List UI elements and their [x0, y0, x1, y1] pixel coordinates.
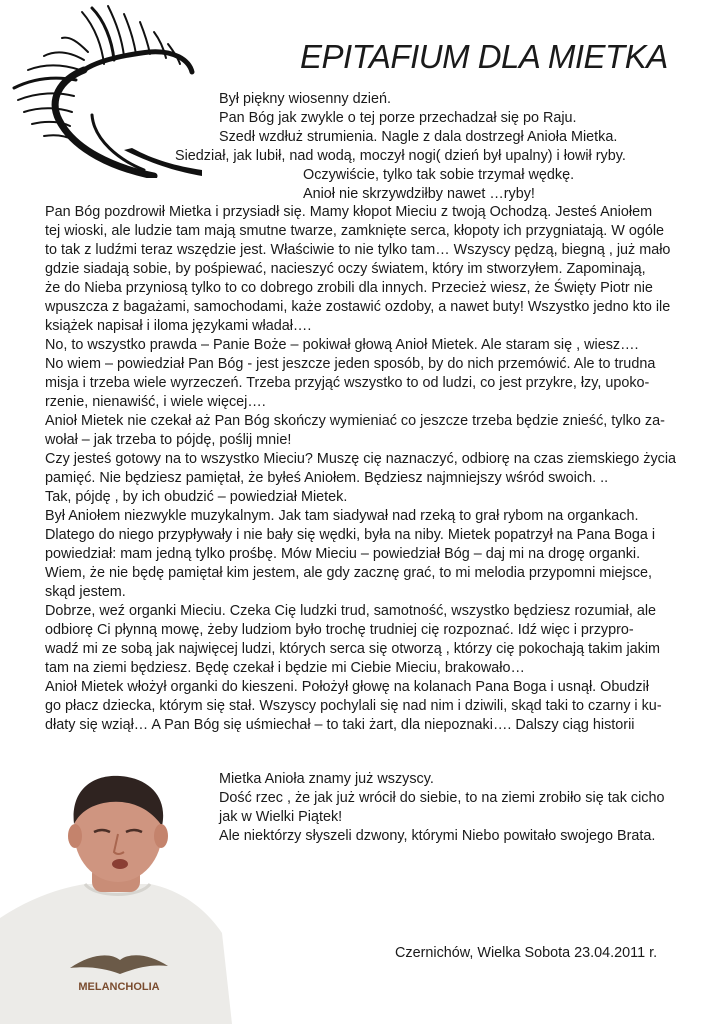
signature-line: Czernichów, Wielka Sobota 23.04.2011 r.: [395, 945, 658, 961]
text-line: dłaty się wziął… A Pan Bóg się uśmiechał – to taki żart, dla niepoznaki…. Dalszy ciąg historii: [45, 717, 635, 733]
text-line: Pan Bóg jak zwykle o tej porze przechadzał się po Raju.: [219, 110, 577, 126]
text-line: wołał – jak trzeba to pójdę, poślij mnie!: [45, 432, 292, 448]
angel-wing-icon: [4, 0, 204, 178]
text-line: Anioł Mietek nie czekał aż Pan Bóg skończy wymieniać co jeszcze trzeba będzie znieść, tylko za-: [45, 413, 665, 429]
text-line: gdzie siadają sobie, by pośpiewać, nacieszyć oczy światem, który im stworzyłem. Zapominają,: [45, 261, 646, 277]
text-line: książek napisał i iloma językami władał….: [45, 318, 312, 334]
text-line: Pan Bóg pozdrowił Mietka i przysiadł się. Mamy kłopot Mieciu z twoją Ochodzą. Jesteś Aniołem: [45, 204, 653, 220]
text-line: wpuszcza z bagażami, samochodami, każe zostawić ozdoby, a nawet buty! Wszystko jedno kto ile: [45, 299, 671, 315]
closing-paragraph: [219, 770, 665, 846]
text-line: tej wioski, ale ludzie tam mają smutne twarze, zamknięte serca, kłopoty ich przygniatają. W ogóle: [45, 223, 665, 239]
text-line: wadź mi ze sobą jak najwięcej ludzi, których serca się otworzą , którzy cię pokochają takim jakim: [45, 641, 661, 657]
text-line: tam na ziemi będziesz. Będę czekał i będzie mi Ciebie Mieciu, brakowało…: [45, 660, 525, 676]
text-line: rzenie, nienawiść, i wiele więcej….: [45, 394, 266, 410]
text-line: No, to wszystko prawda – Panie Boże – pokiwał głową Anioł Mietek. Ale staram się , wiesz….: [45, 337, 639, 353]
text-line: Tak, pójdę , by ich obudzić – powiedział Mietek.: [45, 489, 348, 505]
text-line: Mietka Anioła znamy już wszyscy.: [219, 771, 434, 787]
page-title: EPITAFIUM DLA MIETKA: [300, 38, 668, 75]
text-line: Dobrze, weź organki Mieciu. Czeka Cię ludzki trud, samotność, wszystko będziesz rozumiał, ale: [45, 603, 657, 619]
text-line: jak w Wielki Piątek!: [219, 809, 343, 825]
text-line: Był piękny wiosenny dzień.: [219, 91, 391, 107]
text-line: że do Nieba przyniosą tylko to co dobrego zrobili dla innych. Przecież wiesz, że Święty Piotr nie: [45, 280, 653, 296]
text-line: Był Aniołem niezwykle muzykalnym. Jak tam siadywał nad rzeką to grał rybom na organkach.: [45, 508, 639, 524]
text-line: Siedział, jak lubił, nad wodą, moczył nogi( dzień był upalny) i łowił ryby.: [175, 148, 626, 164]
text-line: odbiorę Ci płynną mowę, żeby ludziom było trochę trudniej cię rozpoznać. Idź więc i przypro-: [45, 622, 634, 638]
text-line: Anioł Mietek włożył organki do kieszeni. Położył głowę na kolanach Pana Boga i usnął. Obudził: [45, 679, 649, 695]
text-line: go płacz dziecka, którym się stał. Wszyscy pochylali się nad nim i dziwili, skąd taki to czarny i ku-: [45, 698, 662, 714]
text-line: Oczywiście, tylko tak sobie trzymał wędkę.: [303, 167, 575, 183]
portrait-photo: [0, 768, 232, 1024]
text-line: Wiem, że nie będę pamiętał kim jestem, ale gdy zacznę grać, to mi melodia przypomni miejsce,: [45, 565, 653, 581]
text-line: skąd jestem.: [45, 584, 126, 600]
text-line: Szedł wzdłuż strumienia. Nagle z dala dostrzegł Anioła Mietka.: [219, 129, 618, 145]
text-line: to tak z ludźmi teraz wszędzie jest. Właściwie to nie tylko tam… Wszyscy pędzą, biegną , już mało: [45, 242, 671, 258]
text-line: Dlatego do niego przypływały i nie bały się wędki, była na niby. Mietek popatrzył na Pana Boga i: [45, 527, 656, 543]
text-line: Anioł nie skrzywdziłby nawet …ryby!: [303, 186, 535, 202]
text-line: Dość rzec , że jak już wrócił do siebie, to na ziemi zrobiło się tak cicho: [219, 790, 665, 806]
shirt-print-text: MELANCHOLIA: [78, 981, 160, 993]
text-line: Czy jesteś gotowy na to wszystko Mieciu? Muszę cię naznaczyć, odbiorę na czas ziemskiego życia: [45, 451, 677, 467]
text-line: No wiem – powiedział Pan Bóg - jest jeszcze jeden sposób, by do nich przemówić. Ale to trudna: [45, 356, 656, 372]
body-text: [45, 203, 705, 735]
text-line: powiedział: mam jedną tylko prośbę. Mów Mieciu – powiedział Bóg – daj mi na drogę organki.: [45, 546, 641, 562]
text-line: misja i trzeba wiele wyrzeczeń. Trzeba przyjąć wszystko to od ludzi, co jest przykre, łzy, upoko-: [45, 375, 650, 391]
text-line: pamięć. Nie będziesz pamiętał, że byłeś Aniołem. Będziesz najmniejszy wśród swoich. ..: [45, 470, 609, 486]
text-line: Ale niektórzy słyszeli dzwony, którymi Niebo powitało swojego Brata.: [219, 828, 656, 844]
